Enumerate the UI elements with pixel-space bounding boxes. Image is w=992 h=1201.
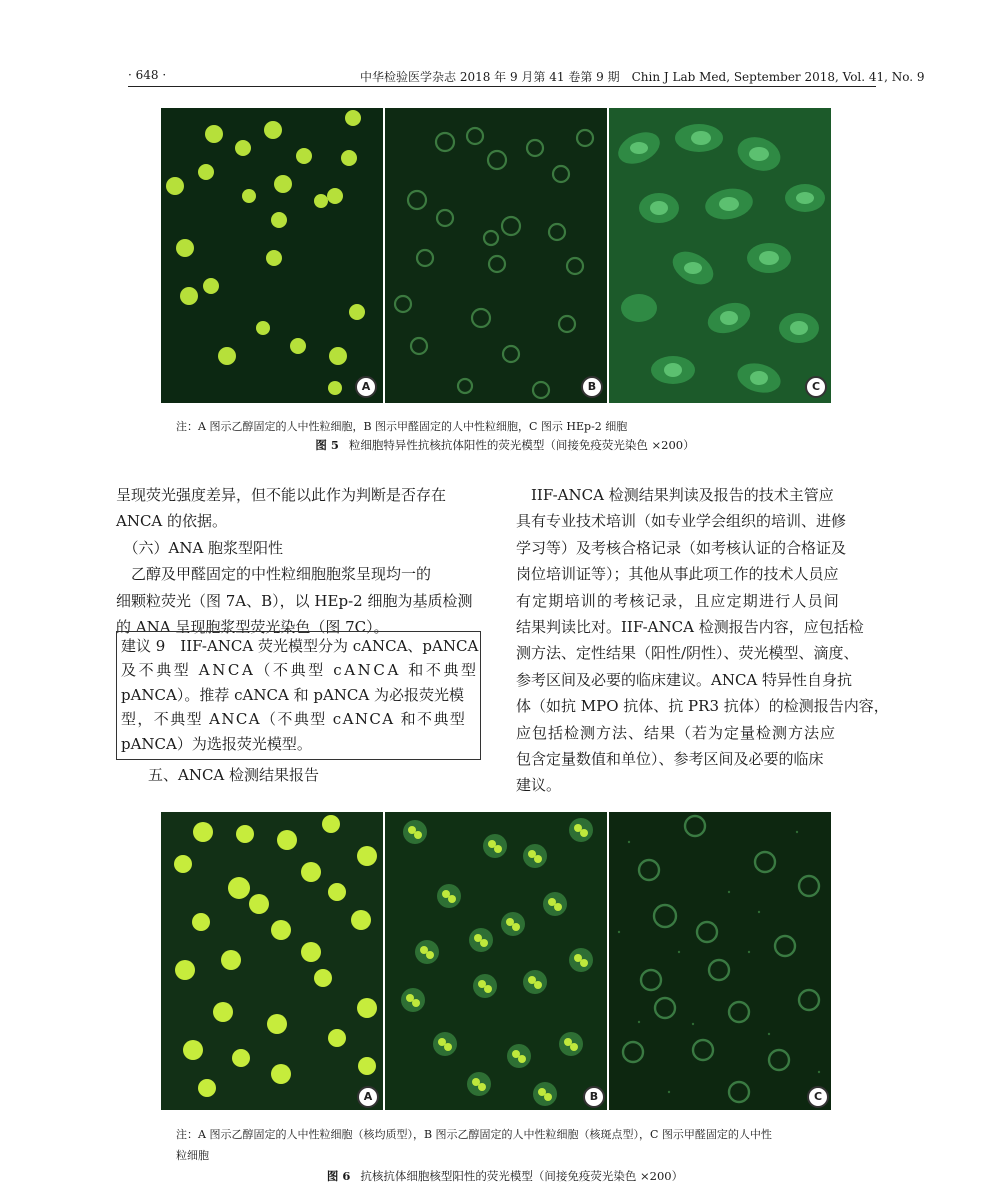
right-line: 有定期培训的考核记录，且应定期进行人员间	[516, 591, 841, 610]
left-line: 呈现荧光强度差异，但不能以此作为判断是否存在	[116, 486, 447, 504]
figure6-panel-b	[385, 812, 607, 1110]
right-line: 体（如抗 MPO 抗体、抗 PR3 抗体）的检测报告内容，	[516, 697, 889, 716]
right-line: 包含定量数值和单位）、参考区间及必要的临床	[516, 750, 824, 769]
left-line: ANCA 的依据。	[116, 512, 228, 531]
figure5-caption-text: 粒细胞特异性抗核抗体阳性的荧光模型（间接免疫荧光染色 ×200）	[348, 438, 695, 452]
recommendation-line: 型，不典型 ANCA（不典型 cANCA 和不典型	[121, 710, 467, 729]
figure5-caption-label: 图 5	[315, 438, 339, 452]
recommendation-line: 及不典型 ANCA（不典型 cANCA 和不典型	[121, 661, 479, 680]
right-column	[516, 482, 889, 799]
right-line: 建议。	[516, 776, 562, 795]
figure5-panel-a	[161, 108, 383, 403]
figure6-panel-a	[161, 812, 383, 1110]
right-line: 岗位培训证等）；其他从事此项工作的技术人员应	[516, 565, 839, 584]
panel-a-badge: A	[357, 1086, 379, 1108]
panel-b-badge: B	[583, 1086, 605, 1108]
page-number: · 648 ·	[128, 68, 167, 82]
figure5-note: 注：A 图示乙醇固定的人中性粒细胞，B 图示甲醛固定的人中性粒细胞，C 图示 HEp-2 细胞	[176, 420, 628, 433]
figure5-caption	[160, 437, 850, 453]
right-line: IIF-ANCA 检测结果判读及报告的技术主管应	[516, 486, 834, 504]
left-line: 的 ANA 呈现胞浆型荧光染色（图 7C）。	[116, 618, 389, 637]
panel-c-badge: C	[807, 1086, 829, 1108]
figure6-note-line2: 粒细胞	[176, 1149, 209, 1162]
right-line: 测方法、定性结果（阳性/阴性）、荧光模型、滴度、	[516, 644, 859, 663]
subsection-heading: （六）ANA 胞浆型阳性	[116, 538, 284, 557]
figure5-panel-c	[609, 108, 831, 403]
panel-c-badge: C	[805, 376, 827, 398]
left-column	[116, 482, 482, 640]
right-line: 应包括检测方法、结果（若为定量检测方法应	[516, 723, 837, 742]
right-line: 结果判读比对。IIF-ANCA 检测报告内容，应包括检	[516, 618, 864, 637]
right-line: 参考区间及必要的临床建议。ANCA 特异性自身抗	[516, 670, 853, 689]
right-line: 具有专业技术培训（如专业学会组织的培训、进修	[516, 512, 847, 531]
panel-a-badge: A	[355, 376, 377, 398]
panel-b-badge: B	[581, 376, 603, 398]
left-line: 细颗粒荧光（图 7A、B），以 HEp-2 细胞为基质检测	[116, 591, 473, 610]
recommendation-line: 建议 9 IIF-ANCA 荧光模型分为 cANCA、pANCA	[121, 637, 479, 655]
header-rule	[128, 86, 876, 87]
recommendation-line: pANCA）为选报荧光模型。	[121, 734, 312, 753]
recommendation-line: pANCA）。推荐 cANCA 和 pANCA 为必报荧光模	[121, 685, 464, 704]
figure5-panel-b	[385, 108, 607, 403]
figure6-caption-text: 抗核抗体细胞核型阳性的荧光模型（间接免疫荧光染色 ×200）	[360, 1169, 684, 1183]
figure6-panel-c	[609, 812, 831, 1110]
right-line: 学习等）及考核合格记录（如考核认证的合格证及	[516, 538, 847, 557]
figure6-caption	[160, 1168, 850, 1184]
figure6-caption-label: 图 6	[326, 1169, 351, 1183]
section-title: 五、ANCA 检测结果报告	[148, 766, 320, 784]
recommendation-box	[116, 631, 481, 760]
running-head: 中华检验医学杂志 2018 年 9 月第 41 卷第 9 期 Chin J Lab Med, September 2018, Vol. 41, No. 9	[360, 70, 925, 84]
left-line: 乙醇及甲醛固定的中性粒细胞胞浆呈现均一的	[116, 565, 432, 584]
figure6-note-line1: 注：A 图示乙醇固定的人中性粒细胞（核均质型），B 图示乙醇固定的人中性粒细胞（核斑点型），C 图示甲醛固定的人中性	[176, 1128, 772, 1141]
